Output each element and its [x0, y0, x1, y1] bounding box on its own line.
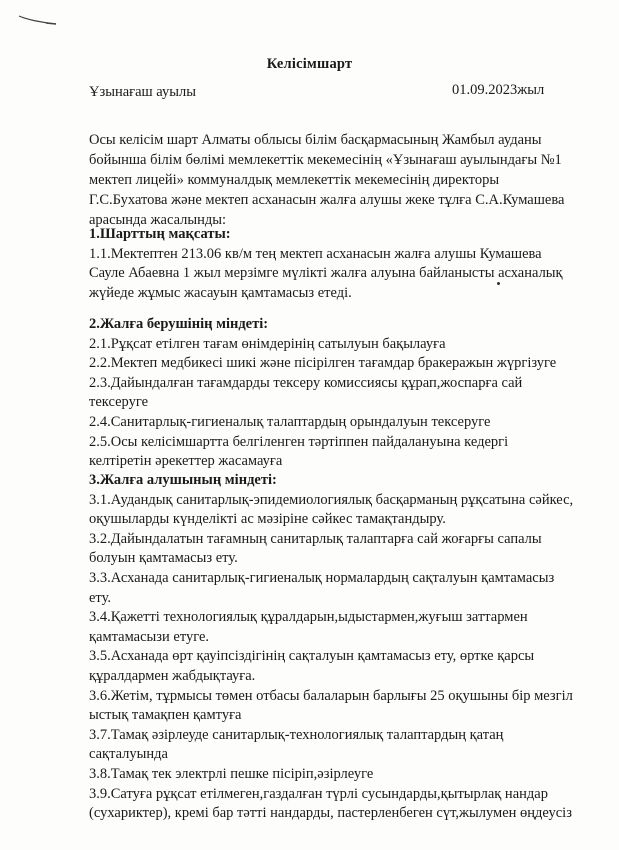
- intro-line: бойынша білім бөлімі мемлекеттік мекемесінің «Ұзынағаш ауылындағы №1: [89, 152, 562, 168]
- section-lessee-duties: [89, 471, 584, 824]
- intro-line: арасында жасалынды:: [89, 212, 227, 228]
- section-line: 3.8.Тамақ тек электрлі пешке пісіріп,әзірлеуге: [89, 765, 374, 782]
- section-line: 3.6.Жетім, тұрмысы төмен отбасы балаларын барлығы 25 оқушыны бір мезгіл: [89, 687, 573, 704]
- speck-mark: [497, 282, 500, 285]
- intro-line: мектеп лицейі» коммуналдық мемлекеттік мекемесінің директоры: [89, 172, 500, 188]
- section-line: (сухариктер), кремі бар тәтті нандарды, пастерленбеген сүт,жылумен өңдеусіз: [89, 805, 572, 822]
- section-heading: 1.Шарттың мақсаты:: [89, 226, 231, 242]
- section-line: ету.: [89, 589, 112, 606]
- section-line: Сауле Абаевна 1 жыл мерзімге мүлікті жалға алуына байланысты асханалық: [89, 265, 563, 282]
- section-line: оқушыларды күнделікті ас мәзіріне сәйкес тамақтандыру.: [89, 511, 446, 528]
- section-line: 3.9.Сатуға рұқсат етілмеген,газдалған түрлі сусындарды,қытырлақ нандар: [89, 785, 548, 802]
- section-line: 2.2.Мектеп медбикесі шикі және пісірілген тағамдар бракеражын жүргізуге: [89, 355, 557, 372]
- section-line: 3.5.Асханада өрт қауіпсіздігінің сақталуын қамтамасыз ету, өртке қарсы: [89, 648, 535, 665]
- section-line: құралдармен жабдықтауға.: [89, 667, 256, 684]
- document-date: 01.09.2023жыл: [452, 82, 545, 98]
- section-heading: 2.Жалға берушінің міндеті:: [89, 316, 269, 332]
- section-line: 2.1.Рұқсат етілген тағам өнімдерінің сатылуын бақылауға: [89, 335, 446, 352]
- scan-mark-icon: [18, 12, 58, 26]
- section-line: келтіретін әрекеттер жасамауға: [89, 453, 283, 470]
- section-line: 3.7.Тамақ әзірлеуде санитарлық-технологиялық талаптардың қатаң: [89, 726, 504, 743]
- document-place: Ұзынағаш ауылы: [89, 84, 196, 100]
- section-line: сақталуында: [89, 746, 168, 763]
- section-line: 1.1.Мектептен 213.06 кв/м тең мектеп асханасын жалға алушы Кумашева: [89, 245, 542, 262]
- document-title: Келісімшарт: [266, 56, 353, 72]
- section-line: 3.2.Дайындалатын тағамның санитарлық талаптарға сай жоғарғы сапалы: [89, 530, 542, 547]
- section-line: тексеруге: [89, 394, 149, 411]
- section-heading: 3.Жалға алушының міндеті:: [89, 472, 277, 488]
- section-line: 3.1.Аудандық санитарлық-эпидемиологиялық басқарманың рұқсатына сәйкес,: [89, 491, 574, 508]
- section-line: жүйеде жұмыс жасауын қамтамасыз етеді.: [89, 284, 352, 301]
- section-line: 2.4.Санитарлық-гигиеналық талаптардың орындалуын тексеруге: [89, 413, 491, 430]
- section-line: 3.3.Асханада санитарлық-гигиеналық нормалардың сақталуын қамтамасыз: [89, 569, 555, 586]
- section-lessor-duties: [89, 315, 584, 472]
- section-line: 2.3.Дайындалған тағамдарды тексеру комиссиясы құрап,жоспарға сай: [89, 374, 523, 391]
- section-line: болуын қамтамасыз ету.: [89, 550, 238, 567]
- intro-paragraph: [89, 130, 579, 230]
- section-line: 3.4.Қажетті технологиялық құралдарын,ыдыстармен,жуғыш заттармен: [89, 609, 528, 626]
- section-purpose: [89, 225, 584, 303]
- section-line: қамтамасызи етуге.: [89, 628, 210, 645]
- section-line: 2.5.Осы келісімшартта белгіленген тәртіппен пайдалануына кедергі: [89, 433, 509, 450]
- section-line: ыстық тамақпен қамтуға: [89, 707, 242, 724]
- intro-line: Осы келісім шарт Алматы облысы білім басқармасының Жамбыл ауданы: [89, 132, 542, 148]
- intro-line: Г.С.Бухатова және мектеп асханасын жалға алушы жеке тұлға С.А.Кумашева: [89, 192, 565, 208]
